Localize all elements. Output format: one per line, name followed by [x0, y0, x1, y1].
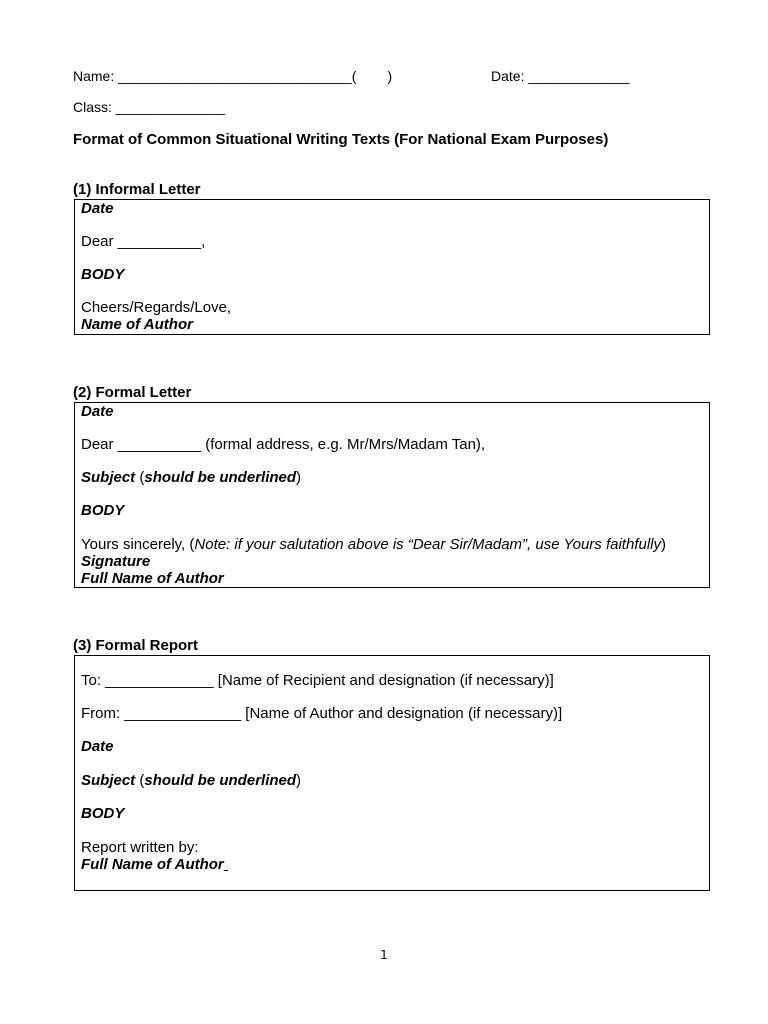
report-author-line: [81, 856, 228, 873]
report-body-label: BODY: [81, 805, 125, 822]
report-written-by: Report written by:: [81, 839, 199, 856]
formal-date-label: Date: [81, 403, 114, 420]
informal-salutation: Dear __________,: [81, 233, 206, 250]
informal-body-label: BODY: [81, 266, 125, 283]
page-title: Format of Common Situational Writing Texts (For National Exam Purposes): [73, 131, 609, 148]
formal-body-label: BODY: [81, 502, 125, 519]
formal-subject-label: Subject: [81, 469, 136, 486]
report-author-trailing: [224, 856, 228, 873]
report-from-line: From: ______________ [Name of Author and designation (if necessary)]: [81, 705, 563, 722]
date-field: Date: _____________: [491, 68, 630, 84]
formal-salutation: Dear __________ (formal address, e.g. Mr/Mrs/Madam Tan),: [81, 436, 486, 453]
name-field: Name: ______________________________( ): [73, 68, 393, 84]
formal-letter-box: [74, 402, 710, 588]
formal-subject-line: [81, 469, 301, 486]
formal-closing-line: [81, 536, 666, 553]
formal-letter-heading: (2) Formal Letter: [73, 384, 192, 401]
formal-closing-note: Note: if your salutation above is “Dear Sir/Madam”, use Yours faithfully: [194, 536, 661, 553]
report-date-label: Date: [81, 738, 114, 755]
report-author-label: Full Name of Author: [81, 856, 224, 873]
report-subject-note: should be underlined: [144, 772, 297, 789]
informal-date-label: Date: [81, 200, 114, 217]
formal-signature-label: Signature: [81, 553, 151, 570]
report-subject-open: (: [135, 772, 145, 789]
formal-report-heading: (3) Formal Report: [73, 637, 199, 654]
formal-subject-open: (: [135, 469, 145, 486]
page-number: 1: [380, 948, 388, 962]
formal-subject-close: ): [296, 469, 302, 486]
report-subject-line: [81, 772, 301, 789]
report-to-line: To: _____________ [Name of Recipient and designation (if necessary)]: [81, 672, 554, 689]
report-subject-label: Subject: [81, 772, 136, 789]
informal-closing: Cheers/Regards/Love,: [81, 299, 232, 316]
informal-letter-box: [74, 199, 710, 335]
informal-letter-heading: (1) Informal Letter: [73, 181, 201, 198]
formal-closing-text: Yours sincerely, (: [81, 536, 195, 553]
report-subject-close: ): [296, 772, 302, 789]
class-field: Class: ______________: [73, 99, 225, 115]
formal-author-label: Full Name of Author: [81, 570, 224, 587]
formal-subject-note: should be underlined: [144, 469, 297, 486]
informal-author-label: Name of Author: [81, 316, 193, 333]
formal-closing-end: ): [661, 536, 666, 553]
formal-report-box: [74, 655, 710, 891]
